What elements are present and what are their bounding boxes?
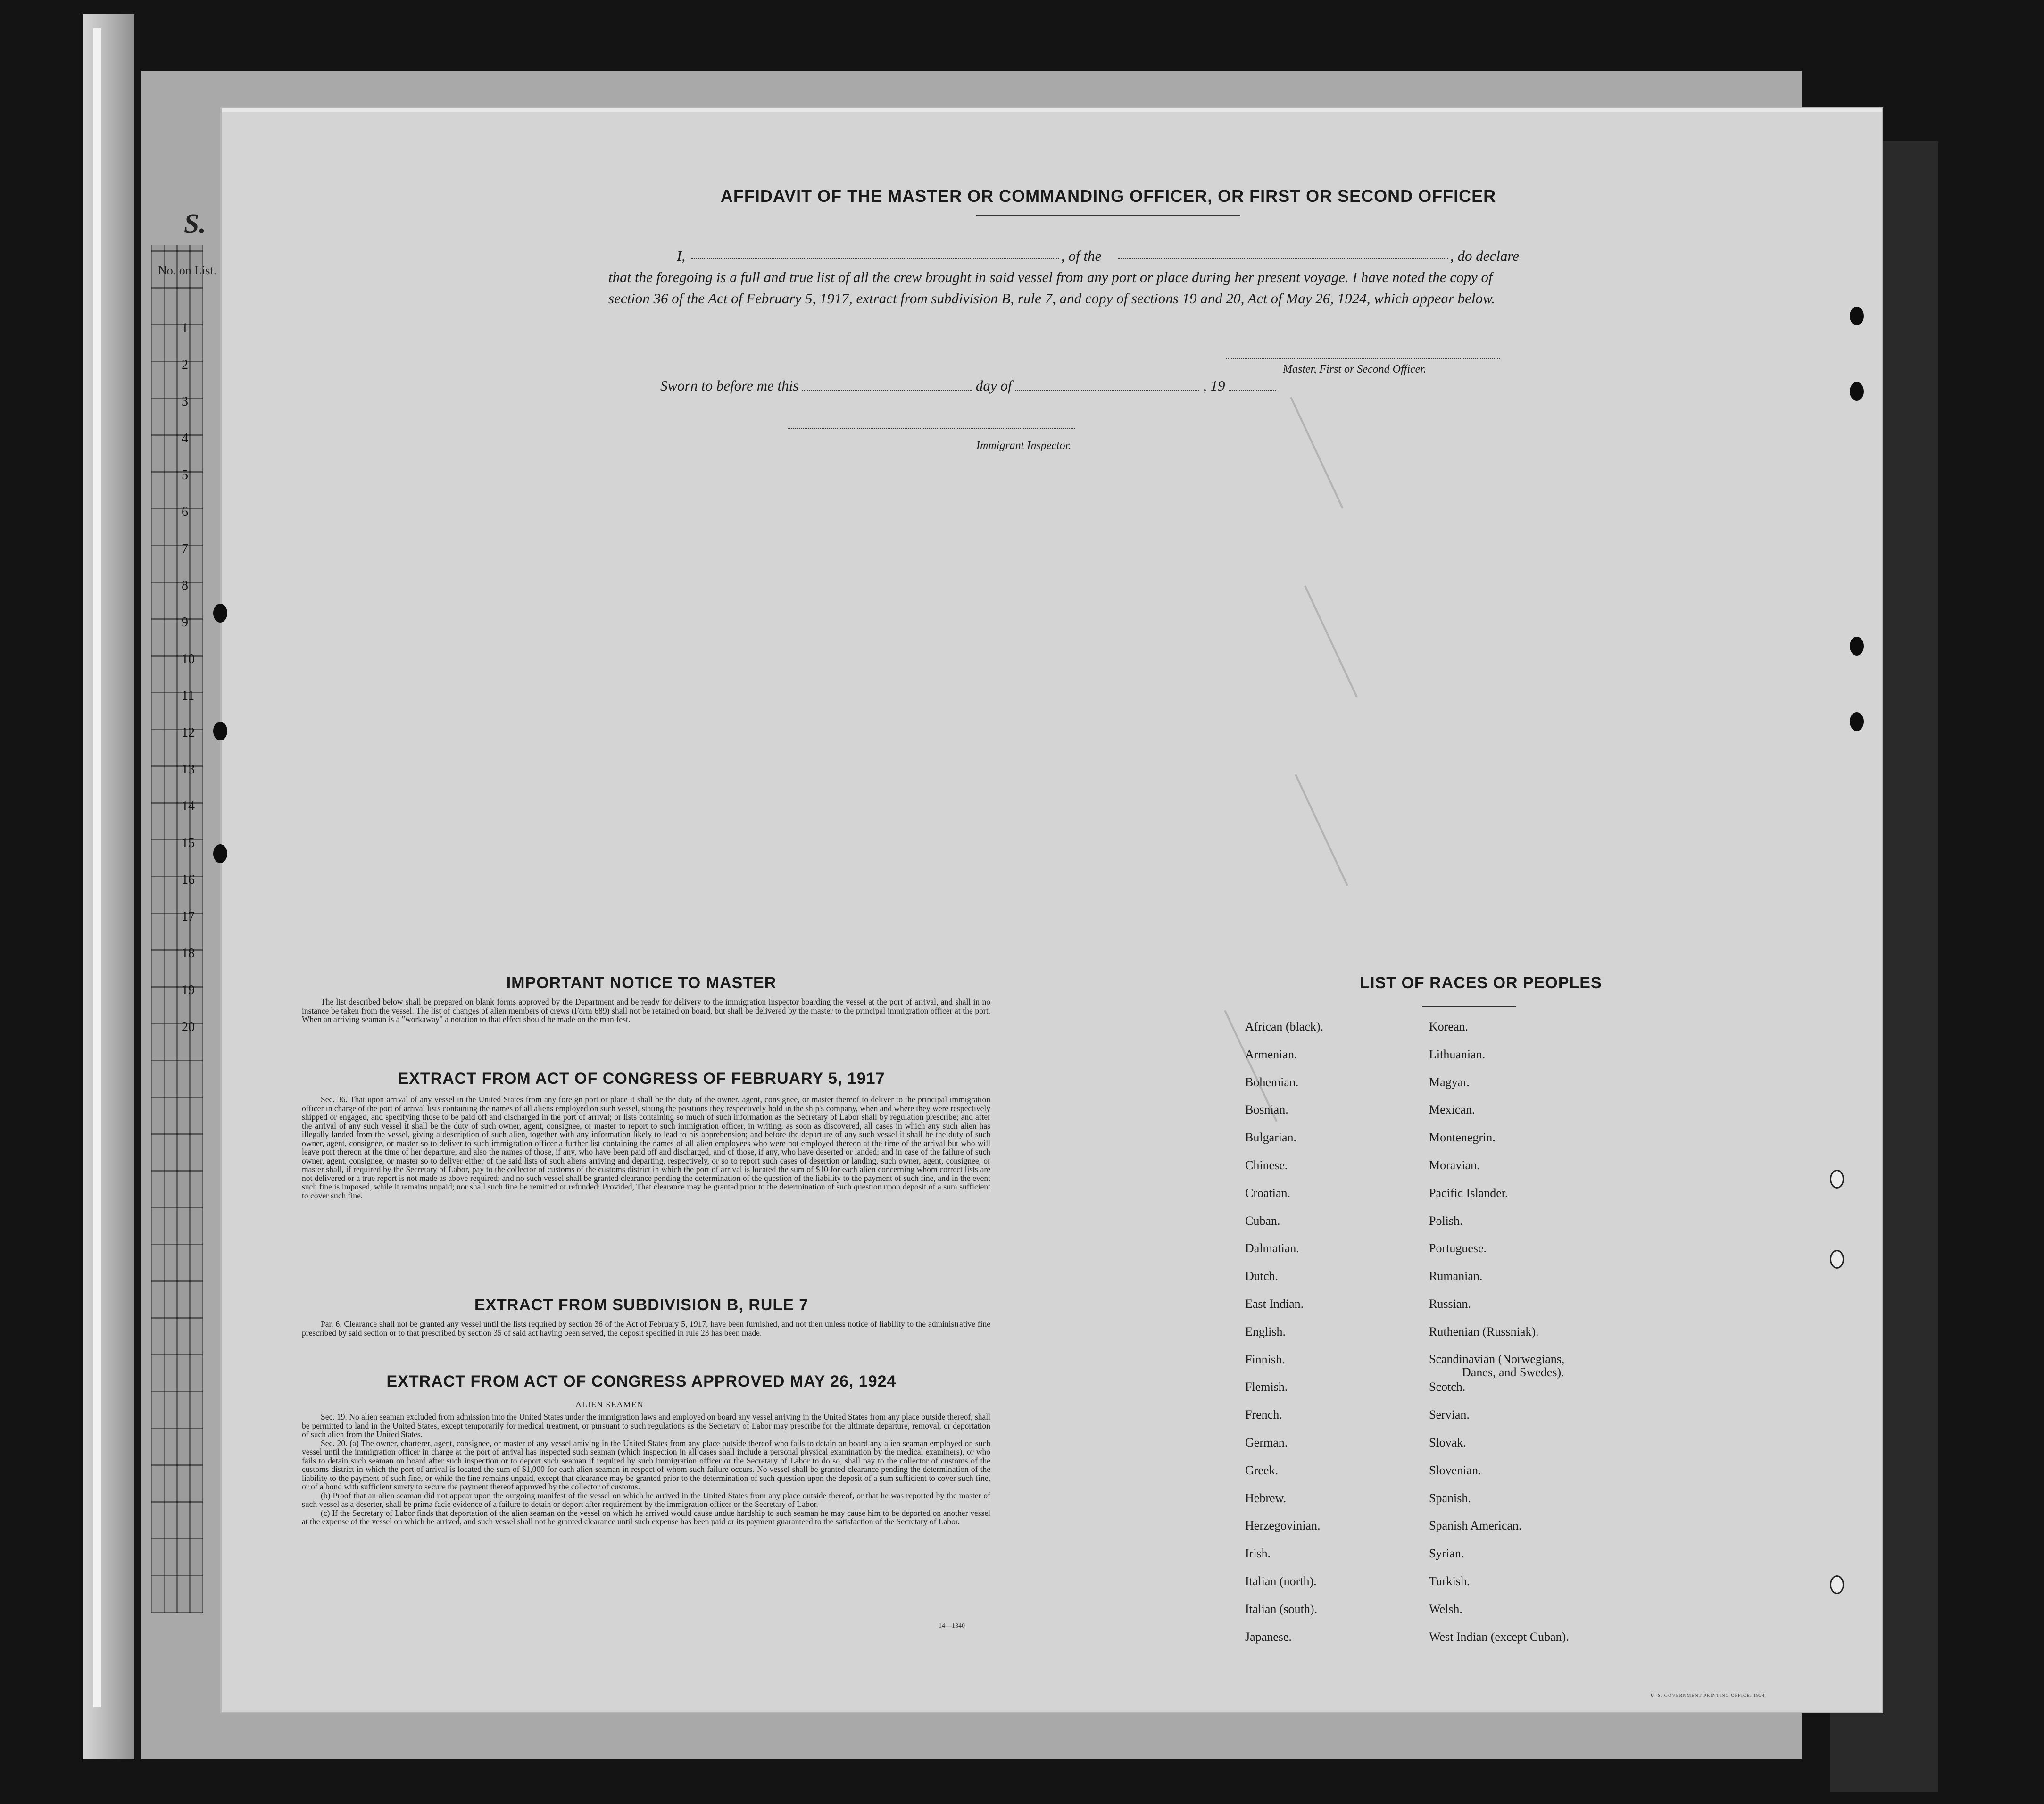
notice-master-text [302,998,990,1024]
affidavit-title: AFFIDAVIT OF THE MASTER OR COMMANDING OFFICER, OR FIRST OR SECOND OFFICER [720,186,1496,206]
underlying-row-number: 18 [182,946,195,961]
section-19-paragraph: Sec. 19. No alien seaman excluded from admission into the United States under the immigration laws and employed on board any vessel arriving in the United States from any place outside thereof, shall be permitted to land in the United States, except temporarily for medical treatment, or pursuant to such regulations as the Secretary of Labor may prescribe for the ultimate departure, removal, or deportation of such alien from the United States. [302,1412,990,1439]
race-item: Korean. [1429,1020,1469,1033]
binder-hole [1850,307,1864,325]
race-item: Moravian. [1429,1158,1480,1172]
races-list-title: LIST OF RACES OR PEOPLES [1360,974,1602,992]
race-item: Welsh. [1429,1602,1462,1616]
underlying-row-number: 19 [182,983,195,998]
notice-master-title: IMPORTANT NOTICE TO MASTER [506,974,777,992]
underlying-form-title: S. [184,208,206,239]
pencil-mark [1304,585,1358,697]
race-item: Croatian. [1245,1186,1291,1200]
race-item: Dutch. [1245,1269,1279,1283]
inspector-signature-label: Immigrant Inspector. [976,440,1072,452]
race-item: Ruthenian (Russniak). [1429,1324,1539,1338]
sworn-year-blank[interactable] [1229,379,1276,391]
binder-hole [1830,1170,1844,1189]
underlying-row-number: 6 [182,505,188,519]
race-item: French. [1245,1408,1282,1422]
binder-hole [1850,382,1864,401]
race-item: Dalmatian. [1245,1241,1299,1255]
race-item: Flemish. [1245,1380,1288,1394]
background-sheet-strip [93,28,101,1707]
race-item: Turkish. [1429,1574,1470,1588]
extract-1917-paragraph: Sec. 36. That upon arrival of any vessel in the United States from any foreign port or place it shall be the duty of the owner, agent, consignee, or master thereof to deliver to the principal immigration officer in charge of the port of arrival lists containing the names of all aliens employed on such vessel, stating the positions they respectively hold in the ship's company, when and where they were respectively shipped or engaged, and specifying those to be paid off and discharged in the port of arrival; or lists containing so much of such information as the Secretary of Labor shall by regulation prescribe; and after the arrival of any such vessel it shall be the duty of such owner, agent, consignee, or master to report to such immigration officer, in writing, as soon as discovered, all cases in which any such alien has illegally landed from the vessel, giving a description of such alien, together with any information likely to lead to his apprehension; and before the departure of any such vessel it shall be the duty of such owner, agent, consignee, or master so to deliver to such immigration officer a further list containing the names of all alien employees who were not employed thereon at the time of the arrival but who will leave port thereon at the time of her departure, and also the names of those, if any, who have been paid off and discharged, and of those, if any, who have deserted or landed; and in case of the failure of such owner, agent, consignee, or master so to deliver either of the said lists of such aliens arriving and departing, respectively, or so to report such cases of desertion or landing, such owner, agent, consignee, or master shall, if required by the Secretary of Labor, pay to the collector of customs of the customs district in which the port of arrival is located the sum of $10 for each alien concerning whom correct lists are not delivered or a true report is not made as above required; and no such vessel shall be granted clearance pending the determination of the question of the liability to the payment of such fine, and in the event such fine is imposed, while it remains unpaid; nor shall such fine be remitted or refunded: Provided, That clearance may be granted prior to the determination of such question upon deposit of a sum sufficient to cover such fine. [302,1095,990,1200]
background-sheet-edge [83,14,134,1759]
underlying-row-number: 14 [182,799,195,814]
binder-hole [213,844,227,863]
binder-hole [213,722,227,740]
notice-master-paragraph: The list described below shall be prepared on blank forms approved by the Department and be ready for delivery to the immigration inspector boarding the vessel at the port of arrival, and shall in no instance be taken from the vessel. The list of changes of alien members of crews (Form 689) shall not be retained on board, but shall be delivered by the master to the principal immigration officer at the port. When an arriving seaman is a "workaway" a notation to that effect should be made on the manifest. [302,997,990,1024]
section-20a-paragraph: Sec. 20. (a) The owner, charterer, agent, consignee, or master of any vessel arriving in the United States from any place outside thereof who fails to detain on board any alien seaman employed on such vessel until the immigration officer in charge at the port of arrival has inspected such seaman (which inspection in all cases shall include a personal physical examination by the medical examiners), or who fails to detain such seaman on board after such inspection or to deport such seaman if required by such immigration officer or the Secretary of Labor to do so, shall pay to the collector of customs of the customs district in which the port of arrival is located the sum of $1,000 for each alien seaman in respect of whom such failure occurs. No vessel shall be granted clearance pending the determination of the liability to the payment of such fine, or while the fine remains unpaid, except that clearance may be granted prior to the determination of such question upon the deposit of a sum sufficient to cover such fine, or of a bond with sufficient surety to secure the payment thereof approved by the collector of customs. [302,1438,990,1491]
underlying-row-number: 10 [182,652,195,666]
race-item: Italian (south). [1245,1602,1318,1616]
races-right-column [1429,1020,1569,1657]
page-edge [222,108,1882,112]
declaration-i: I, [677,248,686,264]
race-item: Cuban. [1245,1214,1280,1228]
affidavit-page [222,108,1882,1712]
declaration-declare: , do declare [1450,248,1520,264]
race-item: Herzegovinian. [1245,1519,1321,1533]
race-item: Spanish. [1429,1491,1471,1505]
sworn-month-blank[interactable] [1015,379,1199,391]
race-item: West Indian (except Cuban). [1429,1629,1569,1644]
pencil-mark [1290,397,1344,508]
race-item: Magyar. [1429,1075,1470,1089]
alien-seamen-heading: ALIEN SEAMEN [575,1400,644,1409]
affidavit-declaration [608,245,1537,309]
extract-rule7-title: EXTRACT FROM SUBDIVISION B, RULE 7 [474,1296,809,1314]
race-item: Slovak. [1429,1435,1466,1449]
underlying-row-number: 1 [182,321,188,335]
race-item: Italian (north). [1245,1574,1317,1588]
section-20c-paragraph: (c) If the Secretary of Labor finds that deportation of the alien seaman on the vessel on which he arrived would cause undue hardship to such seaman he may cause him to be deported on another vessel at the expense of the vessel on which he arrived, and such vessel shall not be granted clearance until such expense has been paid or its payment guaranteed to the satisfaction of the Secretary of Labor. [302,1508,990,1526]
race-item: Lithuanian. [1429,1047,1486,1061]
race-item: East Indian. [1245,1297,1304,1311]
binder-hole [1830,1250,1844,1269]
vessel-blank[interactable] [1118,248,1448,259]
binder-hole [1850,637,1864,656]
binder-hole [1830,1575,1844,1594]
race-item: Bohemian. [1245,1075,1299,1089]
race-item: Pacific Islander. [1429,1186,1508,1200]
race-item: German. [1245,1435,1288,1449]
inspector-signature-line[interactable] [788,427,1075,429]
binder-hole [213,604,227,623]
printer-imprint: U. S. GOVERNMENT PRINTING OFFICE: 1924 [1651,1693,1765,1698]
race-item: Rumanian. [1429,1269,1483,1283]
races-title-rule [1422,1006,1516,1007]
race-item: Scotch. [1429,1380,1466,1394]
extract-rule7-text [302,1320,990,1337]
race-item: Spanish American. [1429,1519,1522,1533]
underlying-row-number: 7 [182,541,188,556]
extract-rule7-paragraph: Par. 6. Clearance shall not be granted any vessel until the lists required by section 36 of the Act of February 5, 1917, have been furnished, and not then unless notice of liability to the administrative fine prescribed by said section or to that prescribed by section 35 of said act having been served, the deposit specified in rule 23 has been made. [302,1319,990,1338]
race-item: Finnish. [1245,1352,1285,1366]
race-item: African (black). [1245,1020,1324,1033]
race-item: Greek. [1245,1463,1279,1477]
form-number: 14—1340 [939,1622,965,1629]
race-item: Japanese. [1245,1629,1292,1644]
underlying-row-numbers [182,321,196,1056]
extract-1924-title: EXTRACT FROM ACT OF CONGRESS APPROVED MAY 26, 1924 [386,1372,897,1390]
sworn-day-of: day of [975,377,1012,394]
race-item: Russian. [1429,1297,1471,1311]
race-item: Syrian. [1429,1546,1464,1561]
race-item: Mexican. [1429,1103,1475,1117]
declaration-body: that the foregoing is a full and true list of all the crew brought in said vessel from any port or place during her present voyage. I have noted the copy of section 36 of the Act of February 5, 1917, extract from subdivision B, rule 7, and copy of sections 19 and 20, Act of May 26, 1924, which appear below. [608,269,1496,307]
race-item: Hebrew. [1245,1491,1287,1505]
section-20b-paragraph: (b) Proof that an alien seaman did not appear upon the outgoing manifest of the vessel on which he arrived in the United States from any place outside thereof, or that he was reported by the master of such vessel as a deserter, shall be prima facie evidence of a failure to detain or deport after requirement by the immigration officer or the Secretary of Labor. [302,1490,990,1509]
master-signature-label: Master, First or Second Officer. [1283,363,1426,375]
underlying-row-number: 3 [182,394,188,409]
underlying-row-number: 2 [182,357,188,372]
name-blank[interactable] [691,248,1059,259]
underlying-row-number: 9 [182,615,188,630]
extract-1917-text [302,1095,990,1200]
races-left-column [1245,1020,1323,1657]
underlying-row-number: 5 [182,468,188,482]
race-item: Slovenian. [1429,1463,1481,1477]
underlying-row-number: 4 [182,431,188,446]
race-item: English. [1245,1324,1286,1338]
race-item: Bulgarian. [1245,1131,1297,1145]
race-item: Irish. [1245,1546,1271,1561]
underlying-row-number: 15 [182,836,195,850]
underlying-row-number: 12 [182,725,195,740]
master-signature-line[interactable] [1226,357,1500,359]
underlying-row-number: 8 [182,578,188,593]
sworn-year: , 19 [1203,377,1225,394]
underlying-column-head: No. on List. [158,264,217,277]
declaration-of-the: , of the [1061,248,1102,264]
sworn-statement [660,377,1276,394]
race-item: Armenian. [1245,1047,1297,1061]
underlying-row-number: 13 [182,762,195,777]
binder-hole [1850,712,1864,731]
pencil-mark [1295,774,1348,886]
underlying-row-number: 11 [182,689,194,703]
race-item [1429,1353,1569,1380]
race-item: Portuguese. [1429,1241,1487,1255]
race-item-line: Danes, and Swedes). [1462,1365,1564,1379]
race-item: Polish. [1429,1214,1463,1228]
underlying-row-number: 17 [182,909,195,924]
sworn-prefix: Sworn to before me this [660,377,799,394]
underlying-row-number: 20 [182,1020,195,1034]
extract-1924-text [302,1413,990,1526]
race-item: Chinese. [1245,1158,1288,1172]
race-item: Bosnian. [1245,1103,1288,1117]
race-item-line: Scandinavian (Norwegians, [1429,1352,1565,1366]
race-item: Montenegrin. [1429,1131,1496,1145]
extract-1917-title: EXTRACT FROM ACT OF CONGRESS OF FEBRUARY 5, 1917 [398,1070,885,1088]
sworn-date-blank[interactable] [802,379,972,391]
underlying-row-number: 16 [182,873,195,887]
race-item: Servian. [1429,1408,1470,1422]
declaration-first-line [608,245,1537,266]
title-rule [976,215,1240,216]
